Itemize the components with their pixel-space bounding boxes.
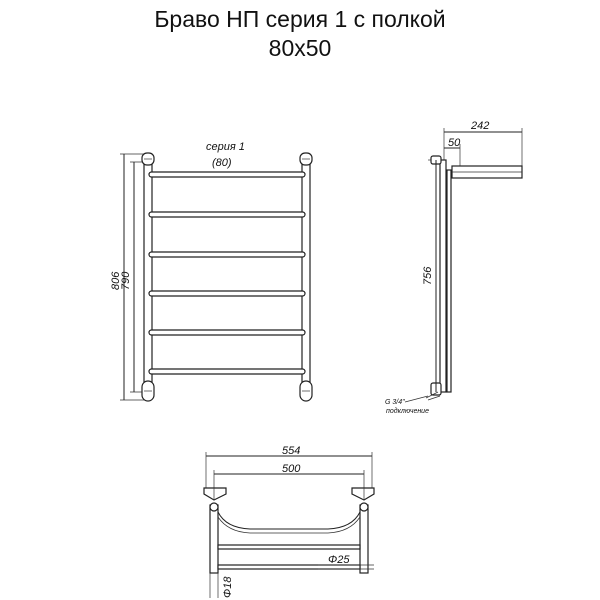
crossbar-6: [149, 369, 305, 374]
top-left-fitting: [142, 153, 154, 165]
dim-756-label: 756: [422, 266, 434, 285]
crossbar-1: [149, 172, 305, 177]
front-view: [110, 141, 312, 401]
top-view-bar-1: [218, 545, 360, 549]
dim-500-label: 500: [282, 463, 301, 475]
dim-phi18-label: Φ18: [222, 576, 234, 598]
left-side-pipe: [144, 160, 152, 392]
dim-242-label: 242: [471, 120, 490, 132]
side-pipe-inner: [447, 170, 451, 392]
right-side-pipe: [302, 160, 310, 392]
connection-sub: подключение: [386, 408, 429, 415]
dim-554-label: 554: [282, 445, 301, 457]
series-label: серия 1: [206, 141, 245, 153]
dim-50-label: 50: [448, 137, 461, 149]
top-view-left-pipe: [210, 505, 218, 573]
crossbar-2: [149, 212, 305, 217]
shelf-curve: [218, 512, 360, 529]
dim-806-label: 806: [110, 271, 122, 290]
side-view: [385, 120, 522, 415]
crossbar-3: [149, 252, 305, 257]
top-right-fitting: [300, 153, 312, 165]
side-pipe: [440, 160, 446, 392]
side-top-mount: [428, 156, 441, 164]
title-line-1: Браво НП серия 1 с полкой: [154, 6, 446, 32]
connection-label: G 3/4": [385, 399, 405, 406]
bottom-left-fitting: [142, 381, 154, 401]
side-bottom-mount: [426, 383, 441, 400]
top-view: [204, 445, 374, 598]
crossbar-4: [149, 291, 305, 296]
crossbar-5: [149, 330, 305, 335]
dim-790-label: 790: [120, 271, 132, 290]
top-left-bracket: [204, 488, 226, 500]
series-value: (80): [212, 157, 232, 169]
bottom-right-fitting: [300, 381, 312, 401]
top-right-bracket: [352, 488, 374, 500]
top-view-right-pipe: [360, 505, 368, 573]
title-line-2: 80x50: [268, 35, 332, 61]
dim-phi25-label: Φ25: [328, 554, 350, 566]
